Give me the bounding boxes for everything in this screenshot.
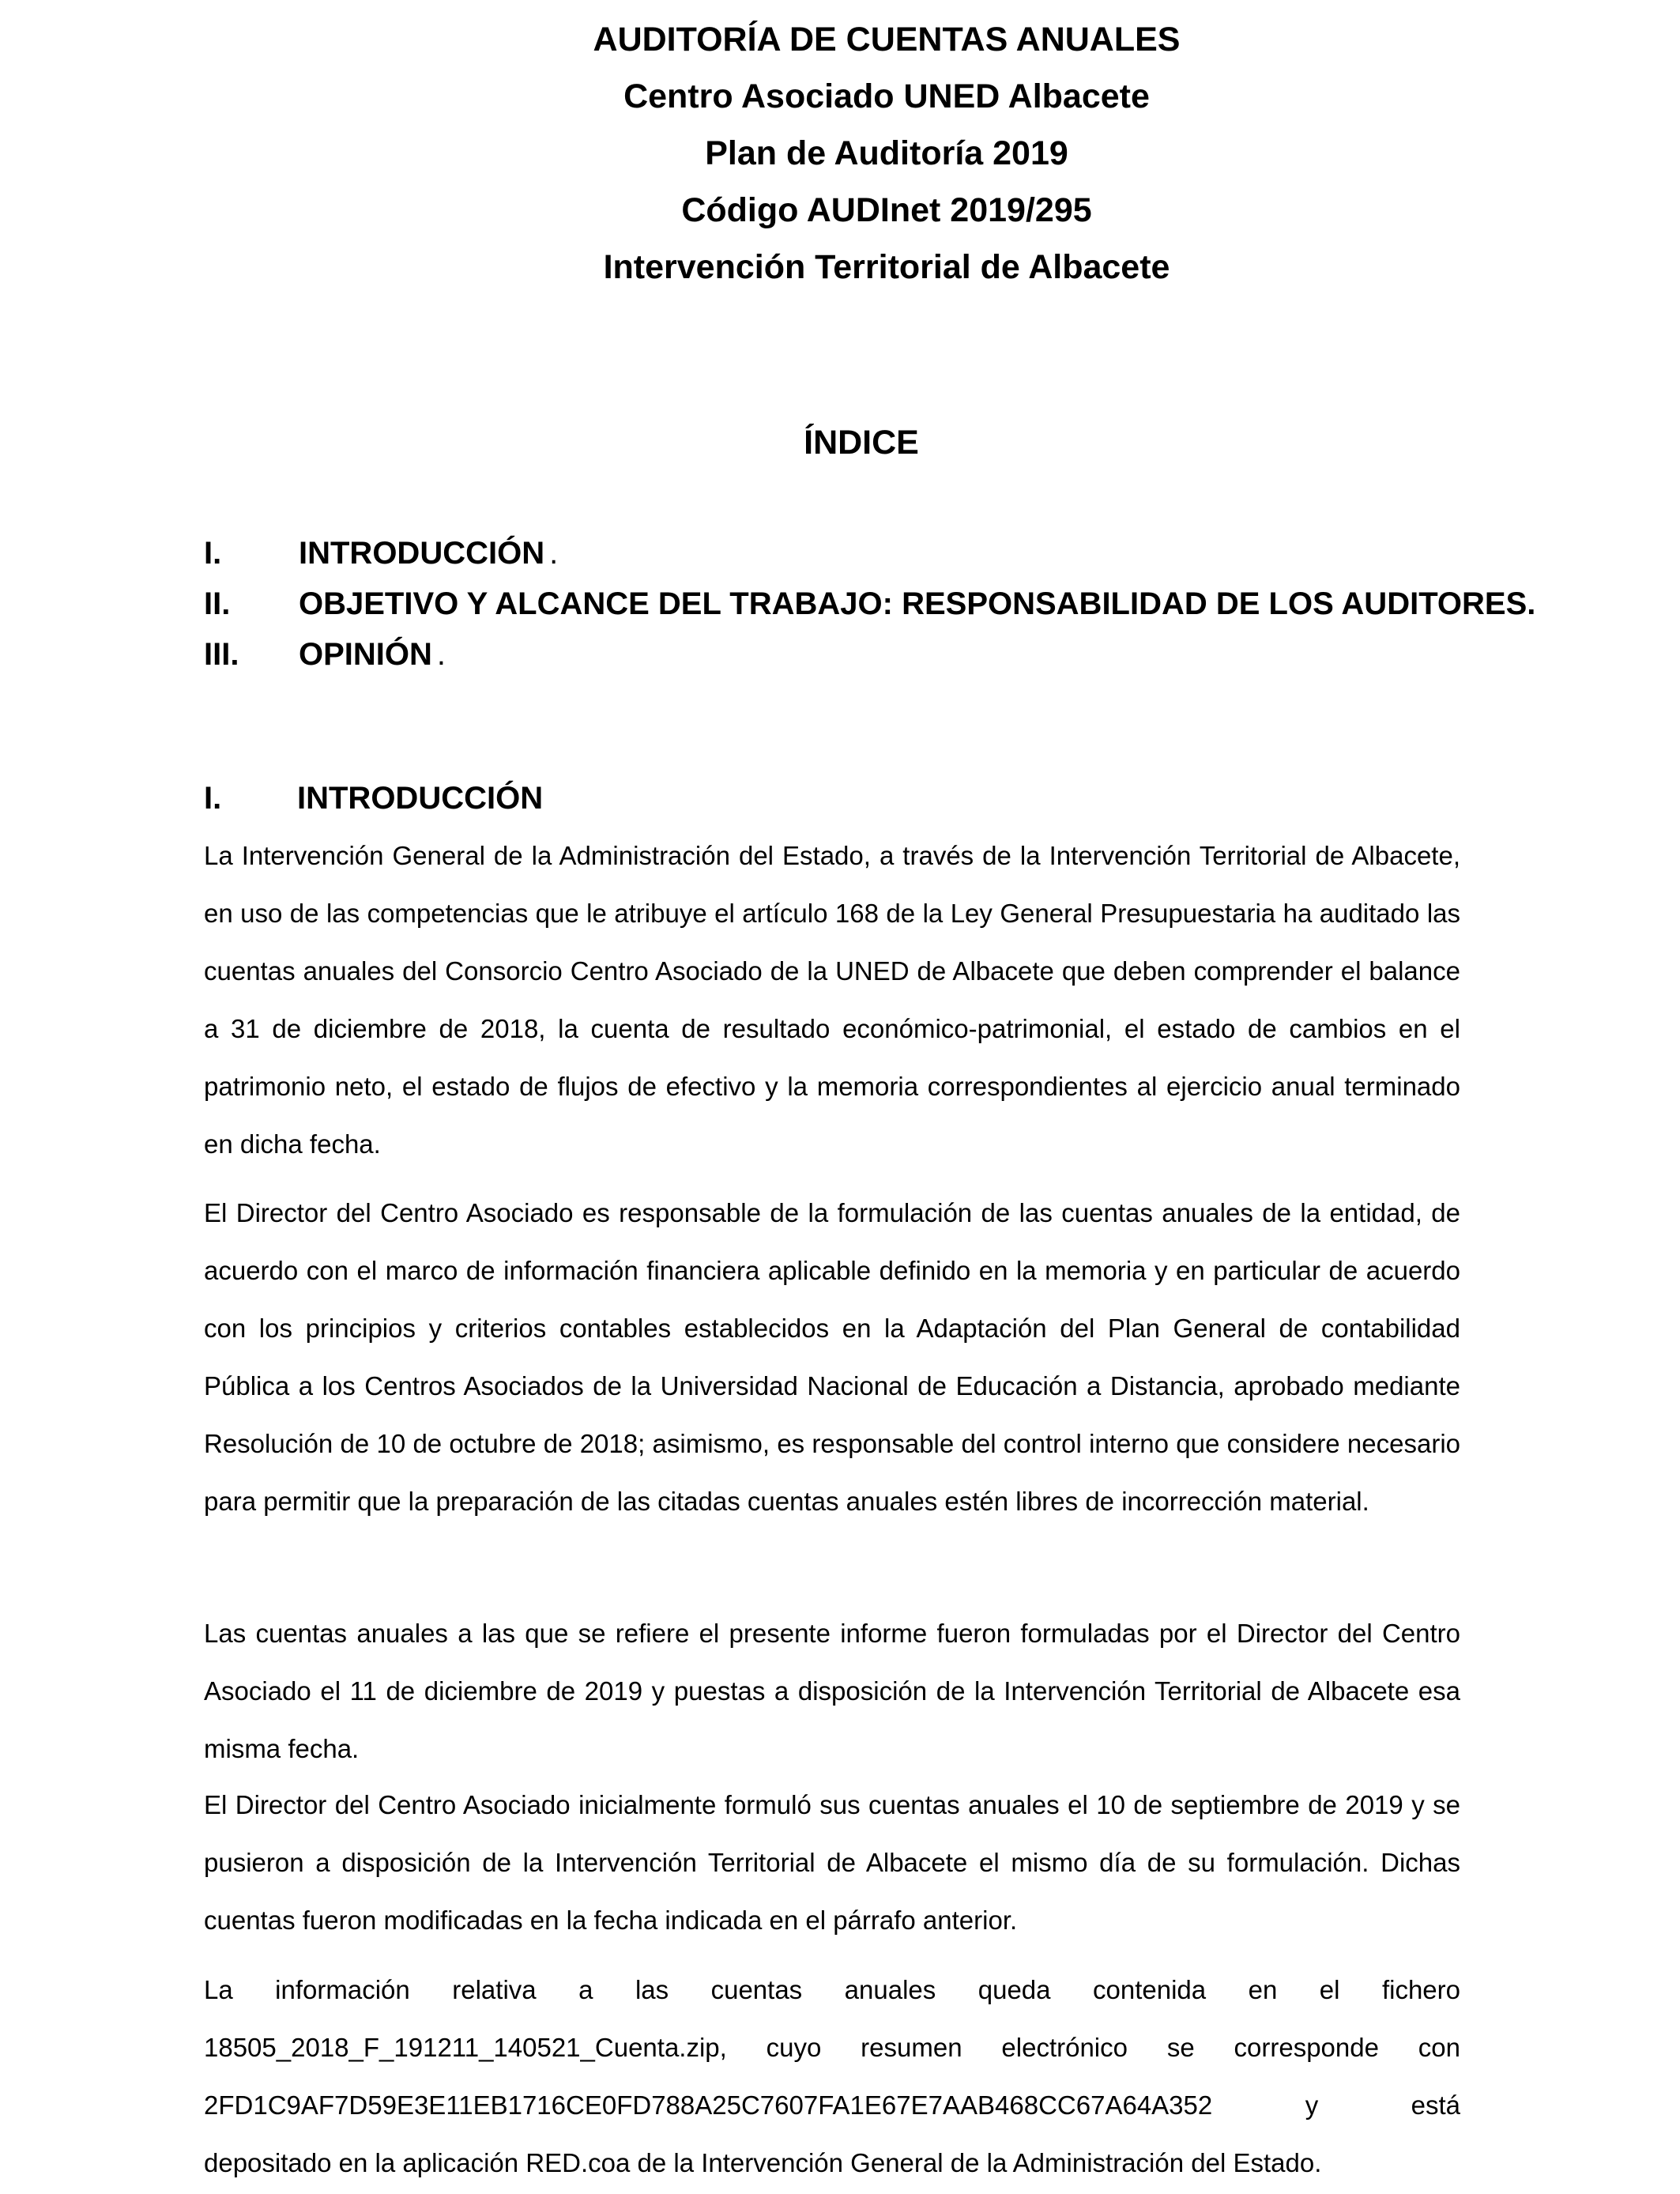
toc-item-suffix: . <box>436 637 446 672</box>
toc-item-opinion[interactable] <box>204 629 1516 680</box>
toc-item-number: II. <box>204 586 231 621</box>
toc-item-suffix: . <box>549 536 559 571</box>
paragraph-5-line-4: depositado en la aplicación RED.coa de la Intervención General de la Administración del Estado. <box>204 2148 1322 2177</box>
paragraph-2: El Director del Centro Asociado es responsable de la formulación de las cuentas anuales de la entidad, de acuerdo con el marco de información financiera aplicable definido en la memoria y en particular de acuerdo con los principios y criterios contables establecidos en la Adaptación del Plan General de contabilidad Pública a los Centros Asociados de la Universidad Nacional de Educación a Distancia, aprobado mediante Resolución de 10 de octubre de 2018; asimismo, es responsable del control interno que considere necesario para permitir que la preparación de las citadas cuentas anuales estén libres de incorrección material. <box>204 1198 1460 1516</box>
conjunction-y: y <box>1305 2090 1319 2120</box>
toc-item-introduccion[interactable] <box>204 528 1516 579</box>
toc-item-number: I. <box>204 536 222 571</box>
index-title: ÍNDICE <box>804 424 919 462</box>
word-esta: está <box>1411 2090 1460 2120</box>
paragraph-5 <box>204 1961 1460 2192</box>
section-heading-introduccion <box>204 775 543 822</box>
paragraph-3: Las cuentas anuales a las que se refiere el presente informe fueron formuladas por el Director del Centro Asociado el 11 de diciembre de 2019 y puestas a disposición de la Intervención Territorial de Albacete esa misma fecha. <box>204 1619 1460 1763</box>
document-header <box>0 11 1680 296</box>
electronic-hash: 2FD1C9AF7D59E3E11EB1716CE0FD788A25C7607FA1E67E7AAB468CC67A64A352 <box>204 2090 1213 2120</box>
toc-item-label: INTRODUCCIÓN <box>299 536 545 571</box>
paragraph-1: La Intervención General de la Administración del Estado, a través de la Intervención Territorial de Albacete, en uso de las competencias que le atribuye el artículo 168 de la Ley General Presupuestaria ha auditado las cuentas anuales del Consorcio Centro Asociado de la UNED de Albacete que deben comprender el balance a 31 de diciembre de 2018, la cuenta de resultado económico-patrimonial, el estado de cambios en el patrimonio neto, el estado de flujos de efectivo y la memoria correspondientes al ejercicio anual terminado en dicha fecha. <box>204 841 1460 1159</box>
header-title: AUDITORÍA DE CUENTAS ANUALES <box>593 21 1181 58</box>
header-entity: Centro Asociado UNED Albacete <box>623 77 1150 115</box>
paragraph-5-line-2: 18505_2018_F_191211_140521_Cuenta.zip, cuyo resumen electrónico se corresponde con <box>204 2033 1460 2062</box>
header-intervention: Intervención Territorial de Albacete <box>603 248 1170 286</box>
toc-item-suffix: . <box>1527 586 1536 621</box>
paragraph-4: El Director del Centro Asociado inicialmente formuló sus cuentas anuales el 10 de septiembre de 2019 y se pusieron a disposición de la Intervención Territorial de Albacete el mismo día de su formulación. Dichas cuentas fueron modificadas en la fecha indicada en el párrafo anterior. <box>204 1790 1460 1935</box>
toc-item-label: OBJETIVO Y ALCANCE DEL TRABAJO: RESPONSABILIDAD DE LOS AUDITORES <box>299 586 1527 621</box>
paragraph-5-line-1: La información relativa a las cuentas anuales queda contenida en el fichero <box>204 1975 1460 2004</box>
section-number: I. <box>204 781 222 816</box>
toc-item-number: III. <box>204 637 239 672</box>
section-title: INTRODUCCIÓN <box>297 781 544 816</box>
header-code: Código AUDInet 2019/295 <box>681 191 1092 229</box>
header-plan: Plan de Auditoría 2019 <box>705 134 1068 172</box>
table-of-contents <box>204 528 1536 680</box>
paragraph-5-hash-line <box>204 2076 1460 2134</box>
toc-item-label: OPINIÓN <box>299 637 432 672</box>
toc-item-objetivo[interactable] <box>204 579 1536 629</box>
